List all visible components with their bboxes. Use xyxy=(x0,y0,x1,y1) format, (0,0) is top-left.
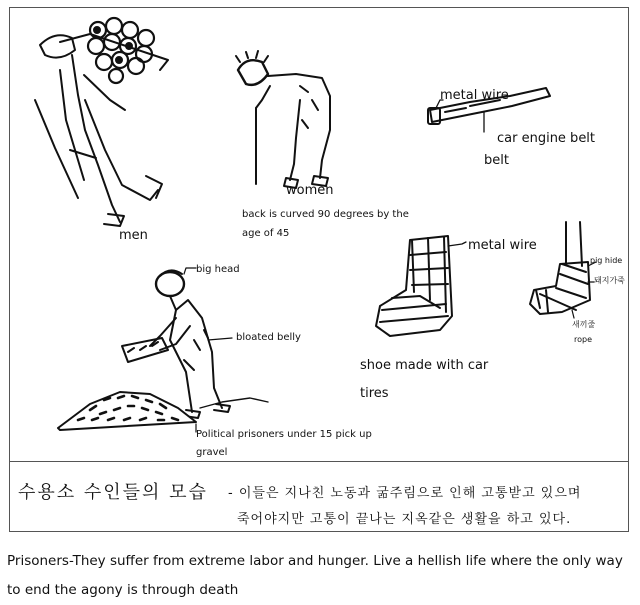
women-drawing xyxy=(236,51,330,188)
label-women-note: back is curved 90 degrees by the age of 45 xyxy=(242,209,409,239)
children-drawing xyxy=(58,268,268,432)
shoe-drawing xyxy=(376,236,466,336)
korean-caption-title: 수용소 수인들의 모습 xyxy=(18,482,208,503)
label-big-head: big head xyxy=(196,264,240,275)
label-car-engine-belt: car engine belt xyxy=(497,131,596,146)
label-metal-wire-shoe: metal wire xyxy=(468,238,537,253)
label-rope-korean: 새끼줄 xyxy=(572,320,596,329)
label-pig-hide: pig hide xyxy=(590,256,623,265)
label-shoe: shoe made with car tires xyxy=(360,358,489,401)
label-bloated-belly: bloated belly xyxy=(236,332,301,343)
label-metal-wire-belt: metal wire xyxy=(440,88,509,103)
label-women: women xyxy=(286,183,334,198)
korean-caption-line-2: 죽어야지만 고통이 끝나는 지옥같은 생활을 하고 있다. xyxy=(237,512,572,527)
men-drawing xyxy=(35,18,168,226)
korean-caption-line-1: - 이들은 지나친 노동과 굶주림으로 인해 고통받고 있으며 xyxy=(228,486,582,501)
label-belt: belt xyxy=(484,153,509,168)
english-caption: Prisoners-They suffer from extreme labor and hunger. Live a hellish life where the only way to end the agony is through death xyxy=(7,553,623,598)
pig-hide-foot-drawing xyxy=(530,222,596,318)
label-pig-hide-korean: 돼지가죽 xyxy=(594,276,625,285)
label-rope: rope xyxy=(574,335,593,344)
label-children: Political prisoners under 15 pick up gravel xyxy=(196,429,372,458)
label-men: men xyxy=(119,228,148,243)
